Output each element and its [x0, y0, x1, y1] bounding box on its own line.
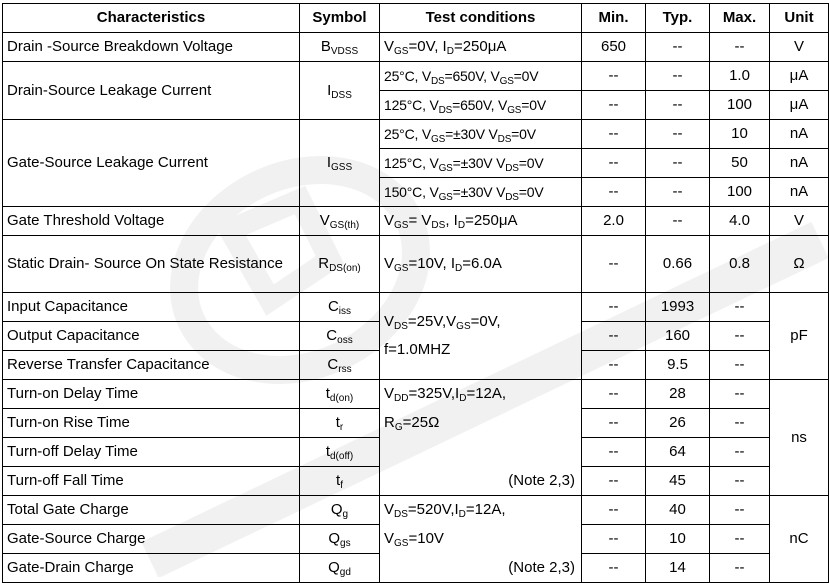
- char-qgs: Gate-Source Charge: [3, 525, 300, 554]
- symbol-ciss: $C_{iss}$: [300, 293, 380, 322]
- max-crss: --: [710, 351, 770, 380]
- min-crss: --: [582, 351, 646, 380]
- min-vgsth: 2.0: [582, 207, 646, 236]
- unit-idss-1: μA: [770, 62, 829, 91]
- symbol-qgd: $Q_{gd}$: [300, 554, 380, 583]
- min-igss-3: --: [582, 178, 646, 207]
- cond-charge-note: (Note 2,3): [380, 554, 582, 583]
- datasheet-table-container: [2, 3, 828, 578]
- min-idss-2: --: [582, 91, 646, 120]
- max-igss-1: 10: [710, 120, 770, 149]
- header-max: Max.: [710, 4, 770, 33]
- unit-bvdss: V: [770, 33, 829, 62]
- unit-idss-2: μA: [770, 91, 829, 120]
- unit-igss-2: nA: [770, 149, 829, 178]
- typ-bvdss: --: [646, 33, 710, 62]
- table-row-qgs: [3, 525, 829, 554]
- typ-crss: 9.5: [646, 351, 710, 380]
- char-qg: Total Gate Charge: [3, 496, 300, 525]
- char-qgd: Gate-Drain Charge: [3, 554, 300, 583]
- symbol-bvdss: $B_{VDSS}$: [300, 33, 380, 62]
- cond-rdson: $V_{GS}=10V$, $I_D=6.0A$: [380, 236, 582, 293]
- table-row-idss-1: [3, 62, 829, 91]
- char-idss: Drain-Source Leakage Current: [3, 62, 300, 120]
- header-min: Min.: [582, 4, 646, 33]
- header-test-conditions: Test conditions: [380, 4, 582, 33]
- cond-bvdss: $V_{GS}=0V$, $I_D=250\mu A$: [380, 33, 582, 62]
- char-ciss: Input Capacitance: [3, 293, 300, 322]
- symbol-idss: $I_{DSS}$: [300, 62, 380, 120]
- header-row: [3, 4, 829, 33]
- cond-igss-25c: 25°C, $V_{GS}=\pm 30V$ $V_{DS}=0V$: [380, 120, 582, 149]
- max-idss-1: 1.0: [710, 62, 770, 91]
- table-row-rdson: [3, 236, 829, 293]
- cond-idss-125c: 125°C, $V_{DS}=650V$, $V_{GS}=0V$: [380, 91, 582, 120]
- typ-vgsth: --: [646, 207, 710, 236]
- min-idss-1: --: [582, 62, 646, 91]
- unit-charge: nC: [770, 496, 829, 583]
- unit-rdson: Ω: [770, 236, 829, 293]
- symbol-coss: $C_{oss}$: [300, 322, 380, 351]
- cond-igss-150c: 150°C, $V_{GS}=\pm 30V$ $V_{DS}=0V$: [380, 178, 582, 207]
- min-igss-1: --: [582, 120, 646, 149]
- min-qg: --: [582, 496, 646, 525]
- char-crss: Reverse Transfer Capacitance: [3, 351, 300, 380]
- typ-idss-2: --: [646, 91, 710, 120]
- char-igss: Gate-Source Leakage Current: [3, 120, 300, 207]
- cond-switching-blank: [380, 438, 582, 467]
- max-ciss: --: [710, 293, 770, 322]
- symbol-qgs: $Q_{gs}$: [300, 525, 380, 554]
- typ-igss-3: --: [646, 178, 710, 207]
- table-row-qg: [3, 496, 829, 525]
- typ-ciss: 1993: [646, 293, 710, 322]
- typ-qgd: 14: [646, 554, 710, 583]
- cond-capacitance-line2: f=1.0MHZ: [384, 341, 451, 358]
- cond-capacitance: [380, 293, 582, 380]
- typ-tr: 26: [646, 409, 710, 438]
- typ-qg: 40: [646, 496, 710, 525]
- header-symbol: Symbol: [300, 4, 380, 33]
- table-row-tf: [3, 467, 829, 496]
- symbol-crss: $C_{rss}$: [300, 351, 380, 380]
- min-tf: --: [582, 467, 646, 496]
- table-row-vgsth: [3, 207, 829, 236]
- cond-switching-line2: $R_G=25\Omega$: [380, 409, 582, 438]
- char-tdon: Turn-on Delay Time: [3, 380, 300, 409]
- table-row-ciss: [3, 293, 829, 322]
- cond-idss-25c: 25°C, $V_{DS}=650V$, $V_{GS}=0V$: [380, 62, 582, 91]
- min-coss: --: [582, 322, 646, 351]
- max-tf: --: [710, 467, 770, 496]
- cond-charge-line2: $V_{GS}=10V$: [380, 525, 582, 554]
- symbol-rdson: $R_{DS(on)}$: [300, 236, 380, 293]
- typ-qgs: 10: [646, 525, 710, 554]
- table-row-igss-1: [3, 120, 829, 149]
- electrical-characteristics-table: [2, 3, 829, 583]
- symbol-tdoff: $t_{d(off)}$: [300, 438, 380, 467]
- typ-tdoff: 64: [646, 438, 710, 467]
- cond-switching-note: (Note 2,3): [380, 467, 582, 496]
- symbol-tr: $t_r$: [300, 409, 380, 438]
- unit-capacitance: pF: [770, 293, 829, 380]
- char-tf: Turn-off Fall Time: [3, 467, 300, 496]
- max-qgd: --: [710, 554, 770, 583]
- table-row-tdon: [3, 380, 829, 409]
- header-typ: Typ.: [646, 4, 710, 33]
- symbol-tf: $t_f$: [300, 467, 380, 496]
- symbol-tdon: $t_{d(on)}$: [300, 380, 380, 409]
- unit-igss-1: nA: [770, 120, 829, 149]
- min-igss-2: --: [582, 149, 646, 178]
- table-row-tr: [3, 409, 829, 438]
- cond-vgsth: $V_{GS}= V_{DS}$, $I_D=250\mu A$: [380, 207, 582, 236]
- char-tr: Turn-on Rise Time: [3, 409, 300, 438]
- max-rdson: 0.8: [710, 236, 770, 293]
- max-tr: --: [710, 409, 770, 438]
- char-tdoff: Turn-off Delay Time: [3, 438, 300, 467]
- max-qgs: --: [710, 525, 770, 554]
- cond-igss-125c: 125°C, $V_{GS}=\pm 30V$ $V_{DS}=0V$: [380, 149, 582, 178]
- char-bvdss: Drain -Source Breakdown Voltage: [3, 33, 300, 62]
- min-bvdss: 650: [582, 33, 646, 62]
- header-characteristics: Characteristics: [3, 4, 300, 33]
- max-coss: --: [710, 322, 770, 351]
- symbol-vgsth: $V_{GS(th)}$: [300, 207, 380, 236]
- symbol-qg: $Q_g$: [300, 496, 380, 525]
- min-qgs: --: [582, 525, 646, 554]
- max-bvdss: --: [710, 33, 770, 62]
- max-igss-2: 50: [710, 149, 770, 178]
- max-qg: --: [710, 496, 770, 525]
- min-qgd: --: [582, 554, 646, 583]
- typ-idss-1: --: [646, 62, 710, 91]
- unit-igss-3: nA: [770, 178, 829, 207]
- table-row-qgd: [3, 554, 829, 583]
- table-row-bvdss: [3, 33, 829, 62]
- min-tdon: --: [582, 380, 646, 409]
- char-rdson: Static Drain- Source On State Resistance: [3, 236, 300, 293]
- max-igss-3: 100: [710, 178, 770, 207]
- table-row-tdoff: [3, 438, 829, 467]
- min-rdson: --: [582, 236, 646, 293]
- typ-tf: 45: [646, 467, 710, 496]
- unit-vgsth: V: [770, 207, 829, 236]
- unit-switching: ns: [770, 380, 829, 496]
- typ-igss-2: --: [646, 149, 710, 178]
- typ-rdson: 0.66: [646, 236, 710, 293]
- char-coss: Output Capacitance: [3, 322, 300, 351]
- symbol-igss: $I_{GSS}$: [300, 120, 380, 207]
- cond-charge-line1: $V_{DS}=520V,I_D=12A$,: [380, 496, 582, 525]
- max-tdon: --: [710, 380, 770, 409]
- header-unit: Unit: [770, 4, 829, 33]
- max-tdoff: --: [710, 438, 770, 467]
- cond-capacitance-line1: $V_{DS}=25V,V_{GS}=0V$,: [384, 313, 501, 332]
- typ-tdon: 28: [646, 380, 710, 409]
- max-vgsth: 4.0: [710, 207, 770, 236]
- min-tr: --: [582, 409, 646, 438]
- max-idss-2: 100: [710, 91, 770, 120]
- min-ciss: --: [582, 293, 646, 322]
- typ-coss: 160: [646, 322, 710, 351]
- cond-switching-line1: $V_{DD}=325V,I_D=12A$,: [380, 380, 582, 409]
- typ-igss-1: --: [646, 120, 710, 149]
- char-vgsth: Gate Threshold Voltage: [3, 207, 300, 236]
- min-tdoff: --: [582, 438, 646, 467]
